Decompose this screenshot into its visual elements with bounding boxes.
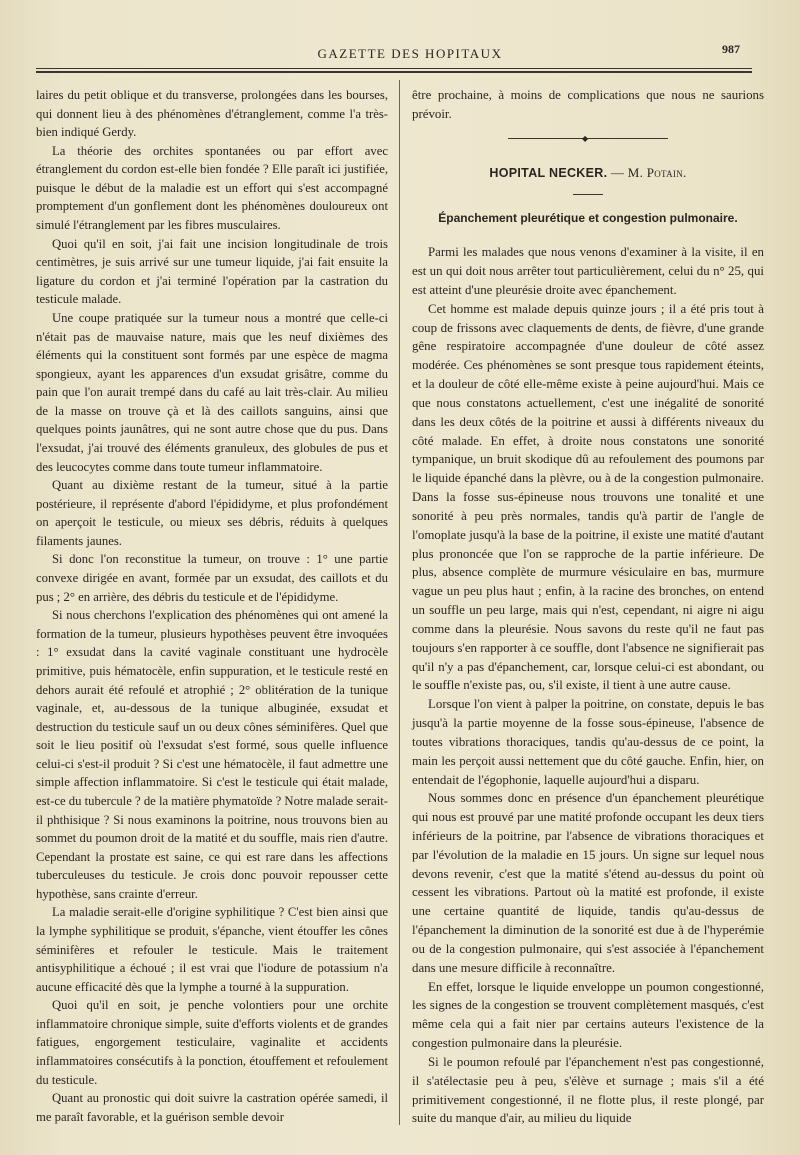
right-paragraph: Si le poumon refoulé par l'épanchement n'est pas congestionné, il s'atélectasie peu à peu, s'élève et surnage ; mais s'il a été primitivement congestionné, il ne flotte plus, il reste plongé, par suite du manque d'air, au milieu du liquide [412,1054,764,1126]
doctor-name: M. Potain. [627,164,687,180]
hospital-name: HOPITAL NECKER. [489,165,608,180]
section-separator [412,124,764,154]
left-paragraph: Quant au dixième restant de la tumeur, situé à la partie postérieure, il représente d'abord l'épididyme, et plus profondément on aperçoit le testicule, ou mieux ses débris, réduits à quelques filaments jaunes. [36,478,388,548]
header-rule-thick [36,68,752,69]
right-intro-paragraph: être prochaine, à moins de complications que nous ne saurions prévoir. [412,88,764,121]
left-paragraph: Si donc l'on reconstitue la tumeur, on trouve : 1° une partie convexe dirigée en avant, formée par un exsudat, des caillots et du pus ; 2° en arrière, des débris du testicule et de l'épididyme. [36,552,388,604]
header-rule-double [36,71,752,73]
left-paragraph: Quoi qu'il en soit, je penche volontiers pour une orchite inflammatoire chronique simple, suite d'efforts violents et de grandes fatigues, engorgement testiculaire, vaginalite et accidents inflammatoires consécutifs à la ponction, étouffement et refoulement du testicule. [36,998,388,1087]
left-paragraph: Quant au pronostic qui doit suivre la castration opérée samedi, il me paraît favorable, et la guérison semble devoir [36,1091,388,1124]
heading-rule [573,194,603,195]
heading-dash: — [607,164,628,180]
left-paragraph: Une coupe pratiquée sur la tumeur nous a montré que celle-ci n'était pas de mauvaise nature, mais que les neuf dixièmes des éléments qui la constituent sont formés par une espèce de magma spongieux, ayant les apparences d'un exsudat grisâtre, comme du pain que l'on aurait trempé dans du café au lait très-clair. Au milieu de la masse on trouve çà et là des caillots sanguins, ainsi que quelques points jaunâtres, qui ne sont autre chose que du pus. Dans l'exsudat, j'ai trouvé des éléments granuleux, des globules de pus et des leucocytes comme dans toute tumeur inflammatoire. [36,310,388,474]
page-number: 987 [722,42,740,56]
left-paragraph: La maladie serait-elle d'origine syphilitique ? C'est bien ainsi que la lymphe syphilitique se produit, s'épanche, vient étouffer les cônes séminifères et refouler le testicule. Mais le traitement antisyphilitique a échoué ; il est vrai que l'iodure de potassium n'a aucune efficacité dès que la lymphe a tourné à la suppuration. [36,905,388,994]
left-column [36,86,388,1126]
running-title: GAZETTE DES HOPITAUX [317,46,503,61]
section-heading [412,164,764,183]
left-paragraph: laires du petit oblique et du transverse, prolongées dans les bourses, qui donnent lieu à des phénomènes d'étranglement, comme l'a très-bien indiqué Gerdy. [36,88,388,140]
column-divider [399,80,400,1125]
right-paragraph: Nous sommes donc en présence d'un épanchement pleurétique qui nous est prouvé par une matité profonde occupant les deux tiers inférieurs de la poitrine, par l'absence de vibrations thoraciques et par l'évolution de la maladie en 15 jours. Un signe sur lequel nous devons revenir, c'est que la matité s'étend au-dessus du point où cessent les vibrations. Partout où la matité est profonde, il existe une certaine quantité de liquide, tandis qu'au-dessus de l'épanchement la diminution de la sonorité est due à de l'hyperémie ou de la congestion pulmonaire, qui s'est associée à l'épanchement dans une mesure difficile à reconnaître. [412,791,764,975]
article-subtitle: Épanchement pleurétique et congestion pulmonaire. [438,211,738,226]
right-column [412,86,764,1128]
separator-ornament-icon: ◆ [582,134,589,144]
left-paragraph: La théorie des orchites spontanées ou par effort avec étranglement du cordon est-elle bien fondée ? Elle paraît ici justifiée, puisque le début de la maladie est un effort qui s'est accompagné promptement d'un gonflement dont les phénomènes douloureux ont simulé l'étranglement par les fibres musculaires. [36,143,388,233]
right-paragraph: Cet homme est malade depuis quinze jours ; il a été pris tout à coup de frissons avec claquements de dents, de fièvre, d'une grande gêne respiratoire accompagnée d'une douleur de côté assez modérée. Ces phénomènes se sont presque tous rapidement éteints, et la douleur de côté elle-même existe à peine aujourd'hui. Mais ce que nous constatons actuellement, c'est une inégalité de sonorité dans les deux côtés de la poitrine et aussi à différents niveaux du côté malade. En effet, à droite nous constatons une sonorité tympanique, un bruit skodique dû au refoulement des poumons par le liquide épanché dans la plèvre, ou à de la congestion pulmonaire. Dans la fosse sus-épineuse nous trouvons une tonalité et une sonorité à peu près normales, tandis qu'à partir de l'angle de l'omoplate jusqu'à la base de la poitrine, il existe une matité d'autant plus prononcée que l'on se rapproche de la partie inférieure. De plus, absence complète de murmure vésiculaire en bas, murmure vague un peu plus haut ; enfin, à la racine des bronches, on entend un souffle un peu large, mais qui n'est, cependant, ni aigre ni aigu comme dans la pleurésie. Nous savons du reste qu'il ne faut pas toujours s'en rapporter à ce souffle, dont l'absence ne signifierait pas qu'il n'y a pas d'épanchement, car, lorsque celui-ci est abondant, ou le souffle n'existe pas, ou, s'il existe, il tient à une autre cause. [412,301,764,693]
right-paragraph: En effet, lorsque le liquide enveloppe un poumon congestionné, les signes de la congestion se trouvent complètement masqués, c'est même cela qui a fait nier par certains auteurs l'existence de la congestion pulmonaire dans la pleurésie. [412,979,764,1051]
right-paragraph: Lorsque l'on vient à palper la poitrine, on constate, depuis le bas jusqu'à la partie moyenne de la fosse sous-épineuse, l'absence de toutes vibrations thoraciques, tandis qu'au-dessus de ce point, la main les perçoit aussi nettement que du côté gauche. Enfin, hier, on entendait de l'égophonie, laquelle aujourd'hui a disparu. [412,697,764,787]
right-paragraph: Parmi les malades que nous venons d'examiner à la visite, il en est un qui doit nous arrêter tout particulièrement, celui du n° 25, qui est atteint d'une pleurésie droite avec épanchement. [412,245,764,297]
left-paragraph: Si nous cherchons l'explication des phénomènes qui ont amené la formation de la tumeur, plusieurs hypothèses peuvent être invoquées : 1° exsudat dans la cavité vaginale constituant une hydrocèle primitive, puis hématocèle, enfin suppuration, et le testicule resté en dehors aurait été refoulé et atrophié ; 2° oblitération de la tunique vaginale, et, au-dessous de la tunique albuginée, exsudat et destruction du testicule sauf un ou deux cônes séminifères. Quel que soit le lieu positif où l'exsudat s'est formé, sous quelle influence celui-ci s'est-il produit ? Si c'est une hématocèle, il faut admettre une simple affection inflammatoire. Si c'est le testicule qui était malade, est-ce du tubercule ? de la matière phymatoïde ? Notre malade serait-il phthisique ? Si nous examinons la poitrine, nous trouvons bien au sommet du poumon droit de la matité et du souffle, mais rien d'autre. Cependant la prostate est saine, ce qui est rare dans les affections tuberculeuses du testicule. Je crois donc pouvoir repousser cette hypothèse, sans crainte d'erreur. [36,608,388,901]
left-paragraph: Quoi qu'il en soit, j'ai fait une incision longitudinale de trois centimètres, je suis arrivé sur une tumeur liquide, j'ai fait ensuite la ligature du cordon et j'ai terminé l'opération par la castration du testicule malade. [36,236,388,307]
